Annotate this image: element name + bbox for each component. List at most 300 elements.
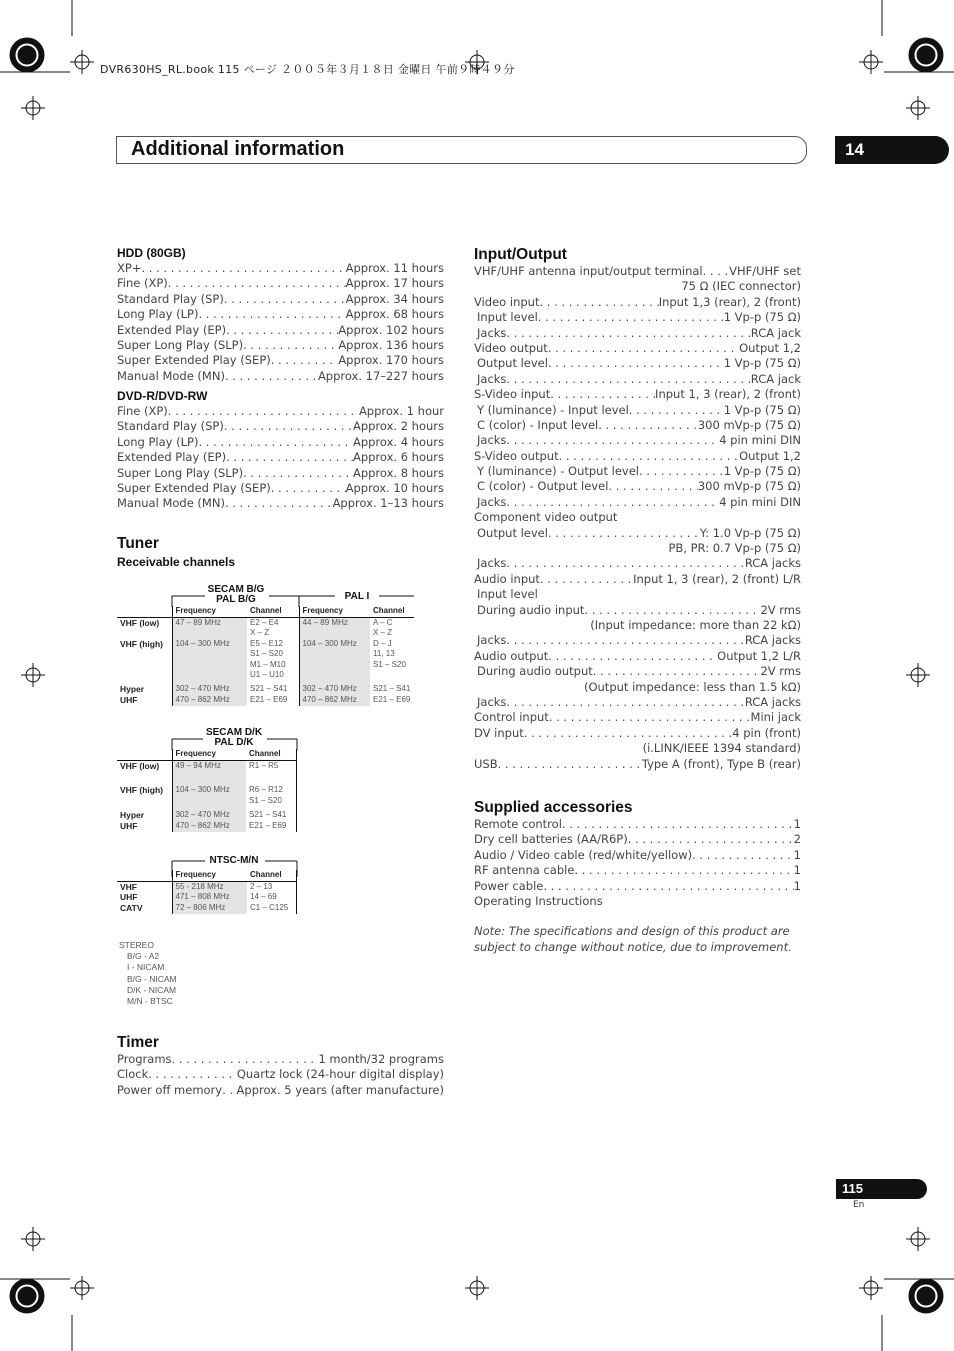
accessory-row	[474, 879, 801, 894]
io-row	[474, 433, 801, 448]
io-value: Input 1,3 (rear), 2 (front)	[658, 294, 801, 309]
dvd-heading: DVD-R/DVD-RW	[117, 389, 208, 403]
table1-system-a: SECAM B/G PAL B/G	[207, 584, 265, 605]
dot-leader	[224, 419, 353, 434]
band-label: VHF (low)	[117, 617, 172, 639]
tuner-heading: Tuner	[117, 535, 159, 552]
dvd-rows	[117, 404, 444, 512]
band-label: Hyper	[117, 810, 172, 821]
dot-leader	[524, 726, 732, 741]
hdd-label: Super Long Play (SLP)	[117, 337, 244, 352]
accessory-label: Remote control	[474, 817, 562, 831]
stereo-list	[119, 940, 177, 1007]
hdd-row	[117, 307, 444, 322]
channel-cell: 2 – 13	[247, 881, 297, 892]
io-row	[474, 403, 801, 418]
file-header-line: DVR630HS_RL.book 115 ページ ２００５年３月１８日 金曜日 午前９時４９分	[100, 63, 515, 76]
io-label: Jacks	[477, 371, 507, 386]
section-title-bar	[116, 136, 807, 164]
dot-leader	[562, 817, 794, 832]
table1	[117, 606, 414, 706]
io-value: Output 1,2	[739, 340, 801, 355]
frequency-cell: 470 – 862 MHz	[299, 695, 370, 706]
frequency-cell: 302 – 470 MHz	[299, 684, 370, 695]
band-label: UHF	[117, 821, 172, 832]
io-value: RCA jack	[750, 325, 801, 340]
dot-leader	[222, 1083, 236, 1098]
dot-leader	[703, 264, 729, 279]
io-row	[474, 295, 801, 310]
channel-cell: 14 – 69	[247, 892, 297, 903]
io-value: 2V rms	[760, 602, 801, 617]
table1-col-frequency-a: Frequency	[175, 606, 216, 615]
dot-leader	[506, 556, 744, 571]
io-row	[474, 556, 801, 571]
accessories-rows	[474, 817, 801, 894]
channel-cell: S21 – S41	[246, 810, 297, 821]
io-label: Jacks	[477, 556, 507, 571]
dvd-row	[117, 481, 444, 496]
io-line: Component video output	[474, 510, 618, 525]
stereo-item: B/G - A2	[127, 951, 160, 962]
accessory-value: 1	[793, 878, 801, 893]
dot-leader	[226, 323, 338, 338]
accessory-value: 1	[793, 847, 801, 862]
stereo-item: D/K - NICAM	[127, 984, 177, 995]
dvd-label: Super Long Play (SLP)	[117, 465, 244, 480]
dot-leader	[506, 633, 744, 648]
table-row	[117, 881, 297, 892]
io-value: 300 mVp-p (75 Ω)	[697, 479, 801, 494]
channel-cell: E2 – E4 X – Z	[247, 617, 299, 639]
band-label: VHF (low)	[117, 760, 172, 785]
frequency-cell: 72 – 806 MHz	[172, 903, 247, 914]
band-label: UHF	[117, 892, 172, 903]
io-value: VHF/UHF set	[729, 264, 801, 278]
table3-system: NTSC-M/N	[209, 855, 259, 866]
dvd-row	[117, 404, 444, 419]
band-label: CATV	[117, 903, 172, 914]
table-row	[117, 903, 297, 914]
accessory-label: Power cable	[474, 878, 544, 893]
page-title: Additional information	[131, 138, 345, 160]
dvd-section	[117, 389, 444, 512]
io-value: 4 pin mini DIN	[719, 494, 801, 509]
accessories-section	[474, 798, 801, 955]
io-label: Jacks	[477, 694, 507, 709]
frequency-cell: 104 – 300 MHz	[172, 639, 247, 684]
io-value: RCA jacks	[744, 556, 801, 571]
frequency-cell: 104 – 300 MHz	[299, 639, 370, 684]
dvd-row	[117, 450, 444, 465]
table-row	[117, 695, 414, 706]
stereo-item: B/G - NICAM	[127, 973, 177, 984]
table-row	[117, 760, 297, 785]
io-label: Audio input	[474, 571, 540, 586]
dot-leader	[198, 307, 345, 322]
timer-row	[117, 1052, 444, 1067]
io-row	[474, 464, 801, 479]
dot-leader	[539, 295, 658, 310]
dot-leader	[506, 326, 750, 341]
channel-cell: E21 – E69	[373, 694, 411, 704]
accessory-value: 2	[793, 832, 801, 847]
table-row	[117, 821, 297, 832]
io-row	[474, 572, 801, 587]
io-value: Y: 1.0 Vp-p (75 Ω)	[699, 525, 801, 540]
io-row	[474, 264, 801, 279]
table1-col-channel-a: Channel	[247, 606, 299, 617]
dot-leader	[574, 863, 793, 878]
band-label: VHF	[117, 881, 172, 892]
hdd-value: Approx. 102 hours	[338, 322, 444, 337]
io-value: Input 1, 3 (rear), 2 (front)	[655, 387, 801, 402]
dot-leader	[598, 418, 698, 433]
io-continuation: (Input impedance: more than 22 kΩ)	[590, 617, 801, 632]
hdd-label: Long Play (LP)	[117, 307, 199, 322]
io-label: During audio output	[477, 664, 593, 679]
hdd-value: Approx. 17 hours	[345, 276, 444, 291]
io-label: Jacks	[477, 633, 507, 648]
io-label: During audio input	[477, 602, 585, 617]
accessory-row	[474, 848, 801, 863]
accessory-label: Audio / Video cable (red/white/yellow)	[474, 847, 693, 862]
accessory-value: 1	[793, 863, 801, 878]
accessory-value: 1	[793, 817, 801, 831]
dot-leader	[148, 1067, 237, 1082]
table2-col-frequency: Frequency	[175, 749, 216, 758]
io-label: Jacks	[477, 325, 507, 340]
dvd-label: Extended Play (EP)	[117, 450, 227, 465]
dvd-label: Fine (XP)	[117, 404, 168, 418]
io-row	[474, 326, 801, 341]
channel-cell: R6 – R12 S1 – S20	[246, 785, 297, 810]
channel-cell: S21 – S41	[373, 683, 411, 693]
accessory-row	[474, 863, 801, 878]
io-label: Output level	[477, 356, 548, 371]
dot-leader	[559, 449, 740, 464]
dvd-value: Approx. 2 hours	[352, 419, 444, 434]
io-label: Y (luminance) - Input level	[477, 402, 629, 417]
dot-leader	[506, 372, 750, 387]
io-row	[474, 310, 801, 325]
io-section	[474, 245, 801, 772]
accessory-label: RF antenna cable	[474, 863, 575, 878]
timer-section	[117, 1033, 444, 1098]
io-value: 1 Vp-p (75 Ω)	[723, 464, 801, 479]
hdd-row	[117, 338, 444, 353]
io-row	[474, 664, 801, 679]
dot-leader	[225, 496, 333, 511]
page-language: En	[853, 1200, 865, 1210]
io-row	[474, 757, 801, 772]
hdd-label: Manual Mode (MN)	[117, 368, 225, 383]
io-heading: Input/Output	[474, 246, 567, 263]
io-row	[474, 495, 801, 510]
dot-leader	[548, 649, 717, 664]
tuner-subheading: Receivable channels	[117, 555, 236, 569]
dvd-row	[117, 466, 444, 481]
io-row	[474, 526, 801, 541]
dvd-label: Standard Play (SP)	[117, 419, 224, 434]
dot-leader	[198, 435, 353, 450]
dot-leader	[498, 757, 642, 772]
dvd-label: Manual Mode (MN)	[117, 496, 225, 511]
dvd-label: Super Extended Play (SEP)	[117, 480, 271, 495]
table2-col-channel: Channel	[246, 749, 297, 760]
dvd-value: Approx. 10 hours	[345, 480, 444, 495]
dot-leader	[506, 695, 744, 710]
hdd-value: Approx. 11 hours	[345, 261, 444, 275]
table1-col-channel-b: Channel	[373, 606, 405, 615]
io-row	[474, 387, 801, 402]
frequency-cell: 49 – 94 MHz	[172, 760, 246, 785]
table1-col-frequency-b: Frequency	[302, 606, 343, 615]
timer-label: Clock	[117, 1067, 149, 1082]
dot-leader	[549, 710, 751, 725]
dot-leader	[538, 310, 724, 325]
dot-leader	[225, 369, 318, 384]
frequency-cell: 104 – 300 MHz	[172, 785, 246, 810]
dvd-row	[117, 496, 444, 511]
dot-leader	[543, 879, 793, 894]
timer-value: Approx. 5 years (after manufacture)	[236, 1082, 444, 1097]
hdd-value: Approx. 34 hours	[345, 291, 444, 306]
hdd-value: Approx. 170 hours	[338, 353, 444, 368]
io-label: Jacks	[477, 433, 507, 448]
stereo-item: M/N - BTSC	[127, 996, 173, 1007]
dot-leader	[168, 276, 346, 291]
dot-leader	[608, 479, 697, 494]
io-label: Video input	[474, 294, 540, 309]
frequency-cell: 55 - 218 MHz	[172, 881, 247, 892]
io-rows	[474, 264, 801, 772]
io-row	[474, 710, 801, 725]
note-text: Note: The specifications and design of this product are subject to change without notice, due to improvement.	[474, 924, 792, 955]
hdd-row	[117, 276, 444, 291]
page-number: 115	[836, 1179, 927, 1199]
channel-cell: R1 – R5	[246, 760, 297, 785]
io-row	[474, 695, 801, 710]
frequency-cell: 302 – 470 MHz	[172, 684, 247, 695]
io-label: USB	[474, 756, 498, 771]
io-row	[474, 341, 801, 356]
frequency-cell: 44 – 89 MHz	[299, 617, 370, 639]
io-continuation: 75 Ω (IEC connector)	[681, 279, 801, 294]
io-value: 1 Vp-p (75 Ω)	[723, 356, 801, 371]
accessory-row	[474, 832, 801, 847]
dot-leader	[226, 450, 353, 465]
hdd-value: Approx. 136 hours	[338, 337, 444, 352]
hdd-value: Approx. 68 hours	[345, 307, 444, 322]
accessory-row	[474, 817, 801, 832]
dot-leader	[548, 356, 724, 371]
io-label: Input level	[477, 310, 538, 325]
dvd-row	[117, 435, 444, 450]
io-value: RCA jacks	[744, 633, 801, 648]
timer-label: Programs	[117, 1052, 172, 1066]
io-value: Output 1,2 L/R	[717, 648, 801, 663]
dvd-value: Approx. 8 hours	[352, 465, 444, 480]
io-value: RCA jack	[750, 371, 801, 386]
dvd-value: Approx. 6 hours	[352, 450, 444, 465]
io-value: 1 Vp-p (75 Ω)	[723, 402, 801, 417]
io-label: Control input	[474, 710, 549, 725]
io-value: RCA jacks	[744, 694, 801, 709]
band-label: Hyper	[117, 684, 172, 695]
hdd-heading: HDD (80GB)	[117, 246, 186, 260]
io-row	[474, 649, 801, 664]
band-label: VHF (high)	[117, 639, 172, 684]
io-row	[474, 372, 801, 387]
dvd-value: Approx. 1–13 hours	[332, 496, 444, 511]
dot-leader	[593, 664, 761, 679]
io-value: 4 pin (front)	[732, 725, 801, 740]
timer-rows	[117, 1052, 444, 1098]
dot-leader	[243, 338, 338, 353]
table-row	[117, 617, 414, 639]
io-row	[474, 449, 801, 464]
dot-leader	[628, 832, 794, 847]
table3-col-channel: Channel	[247, 870, 297, 881]
table-row	[117, 639, 414, 684]
hdd-label: XP+	[117, 261, 142, 275]
dot-leader	[224, 292, 346, 307]
table2	[117, 749, 297, 832]
io-value: 4 pin mini DIN	[719, 433, 801, 448]
io-label: C (color) - Input level	[477, 417, 599, 432]
io-row	[474, 633, 801, 648]
channel-cell: C1 – C125	[247, 903, 297, 914]
hdd-row	[117, 292, 444, 307]
io-label: S-Video input	[474, 387, 551, 402]
channel-cell: D – J 11, 13 S1 – S20	[373, 638, 406, 669]
io-label: Video output	[474, 340, 548, 355]
dot-leader	[506, 495, 719, 510]
io-value: Type A (front), Type B (rear)	[641, 756, 801, 771]
io-value: 1 Vp-p (75 Ω)	[723, 310, 801, 325]
dot-leader	[584, 603, 760, 618]
table-row	[117, 810, 297, 821]
timer-row	[117, 1083, 444, 1098]
channel-cell: E21 – E69	[247, 695, 299, 706]
io-row	[474, 603, 801, 618]
io-label: VHF/UHF antenna input/output terminal	[474, 264, 703, 278]
dot-leader	[172, 1052, 319, 1067]
dot-leader	[243, 466, 353, 481]
dot-leader	[271, 353, 339, 368]
band-label: VHF (high)	[117, 785, 172, 810]
hdd-value: Approx. 17–227 hours	[317, 368, 444, 383]
dot-leader	[692, 848, 794, 863]
hdd-row	[117, 369, 444, 384]
dot-leader	[639, 464, 724, 479]
dot-leader	[141, 261, 345, 276]
dot-leader	[548, 341, 739, 356]
io-continuation: (Output impedance: less than 1.5 kΩ)	[583, 679, 801, 694]
dot-leader	[271, 481, 346, 496]
hdd-rows	[117, 261, 444, 384]
io-value: Output 1,2	[739, 448, 801, 463]
channel-cell: A – C X – Z	[373, 617, 393, 637]
frequency-cell: 470 – 862 MHz	[172, 695, 247, 706]
io-row	[474, 418, 801, 433]
dot-leader	[550, 387, 655, 402]
table3-col-frequency: Frequency	[175, 870, 216, 879]
timer-label: Power off memory	[117, 1082, 223, 1097]
io-value: 300 mVp-p (75 Ω)	[697, 417, 801, 432]
dvd-row	[117, 419, 444, 434]
hdd-section	[117, 246, 444, 384]
timer-value: Quartz lock (24-hour digital display)	[236, 1067, 444, 1082]
hdd-label: Super Extended Play (SEP)	[117, 353, 271, 368]
io-label: S-Video output	[474, 448, 559, 463]
timer-value: 1 month/32 programs	[318, 1052, 444, 1066]
table-row	[117, 785, 297, 810]
chapter-number-badge: 14	[835, 136, 949, 164]
io-value: Mini jack	[750, 710, 801, 725]
hdd-row	[117, 353, 444, 368]
table1-system-b: PAL I	[344, 591, 370, 602]
channel-cell: E21 – E69	[246, 821, 297, 832]
dvd-value: Approx. 4 hours	[352, 434, 444, 449]
accessory-label: Dry cell batteries (AA/R6P)	[474, 832, 628, 847]
timer-heading: Timer	[117, 1034, 159, 1051]
io-row	[474, 356, 801, 371]
io-label: Jacks	[477, 494, 507, 509]
table2-header-lines	[117, 728, 417, 750]
band-label: UHF	[117, 695, 172, 706]
dot-leader	[540, 572, 633, 587]
hdd-label: Extended Play (EP)	[117, 322, 227, 337]
stereo-item: I - NICAM	[127, 962, 165, 973]
io-row	[474, 479, 801, 494]
io-label: DV input	[474, 725, 524, 740]
channel-cell: S21 – S41	[247, 684, 299, 695]
dot-leader	[548, 526, 700, 541]
frequency-cell: 470 – 862 MHz	[172, 821, 246, 832]
frequency-cell: 302 – 470 MHz	[172, 810, 246, 821]
dot-leader	[168, 404, 359, 419]
dvd-label: Long Play (LP)	[117, 434, 199, 449]
channel-cell: E5 – E12 S1 – S20 M1 – M10 U1 – U10	[247, 639, 299, 684]
io-label: Y (luminance) - Output level	[477, 464, 639, 479]
frequency-cell: 471 – 808 MHz	[172, 892, 247, 903]
hdd-row	[117, 323, 444, 338]
accessories-heading: Supplied accessories	[474, 799, 633, 816]
frequency-cell: 47 – 89 MHz	[172, 617, 247, 639]
io-label: Audio output	[474, 648, 549, 663]
io-row	[474, 726, 801, 741]
tuner-section	[117, 534, 444, 570]
dvd-value: Approx. 1 hour	[358, 404, 444, 418]
io-label: C (color) - Output level	[477, 479, 609, 494]
dot-leader	[629, 403, 724, 418]
table3	[117, 870, 297, 914]
timer-row	[117, 1067, 444, 1082]
hdd-label: Fine (XP)	[117, 276, 168, 291]
io-label: Output level	[477, 525, 548, 540]
io-continuation: (i.LINK/IEEE 1394 standard)	[642, 741, 801, 756]
hdd-row	[117, 261, 444, 276]
stereo-item: STEREO	[119, 940, 154, 950]
io-value: 2V rms	[760, 664, 801, 679]
table2-system: SECAM D/K PAL D/K	[205, 727, 263, 748]
io-line: Input level	[477, 587, 538, 602]
io-value: Input 1, 3 (rear), 2 (front) L/R	[633, 571, 801, 586]
table-row	[117, 684, 414, 695]
hdd-label: Standard Play (SP)	[117, 291, 224, 306]
